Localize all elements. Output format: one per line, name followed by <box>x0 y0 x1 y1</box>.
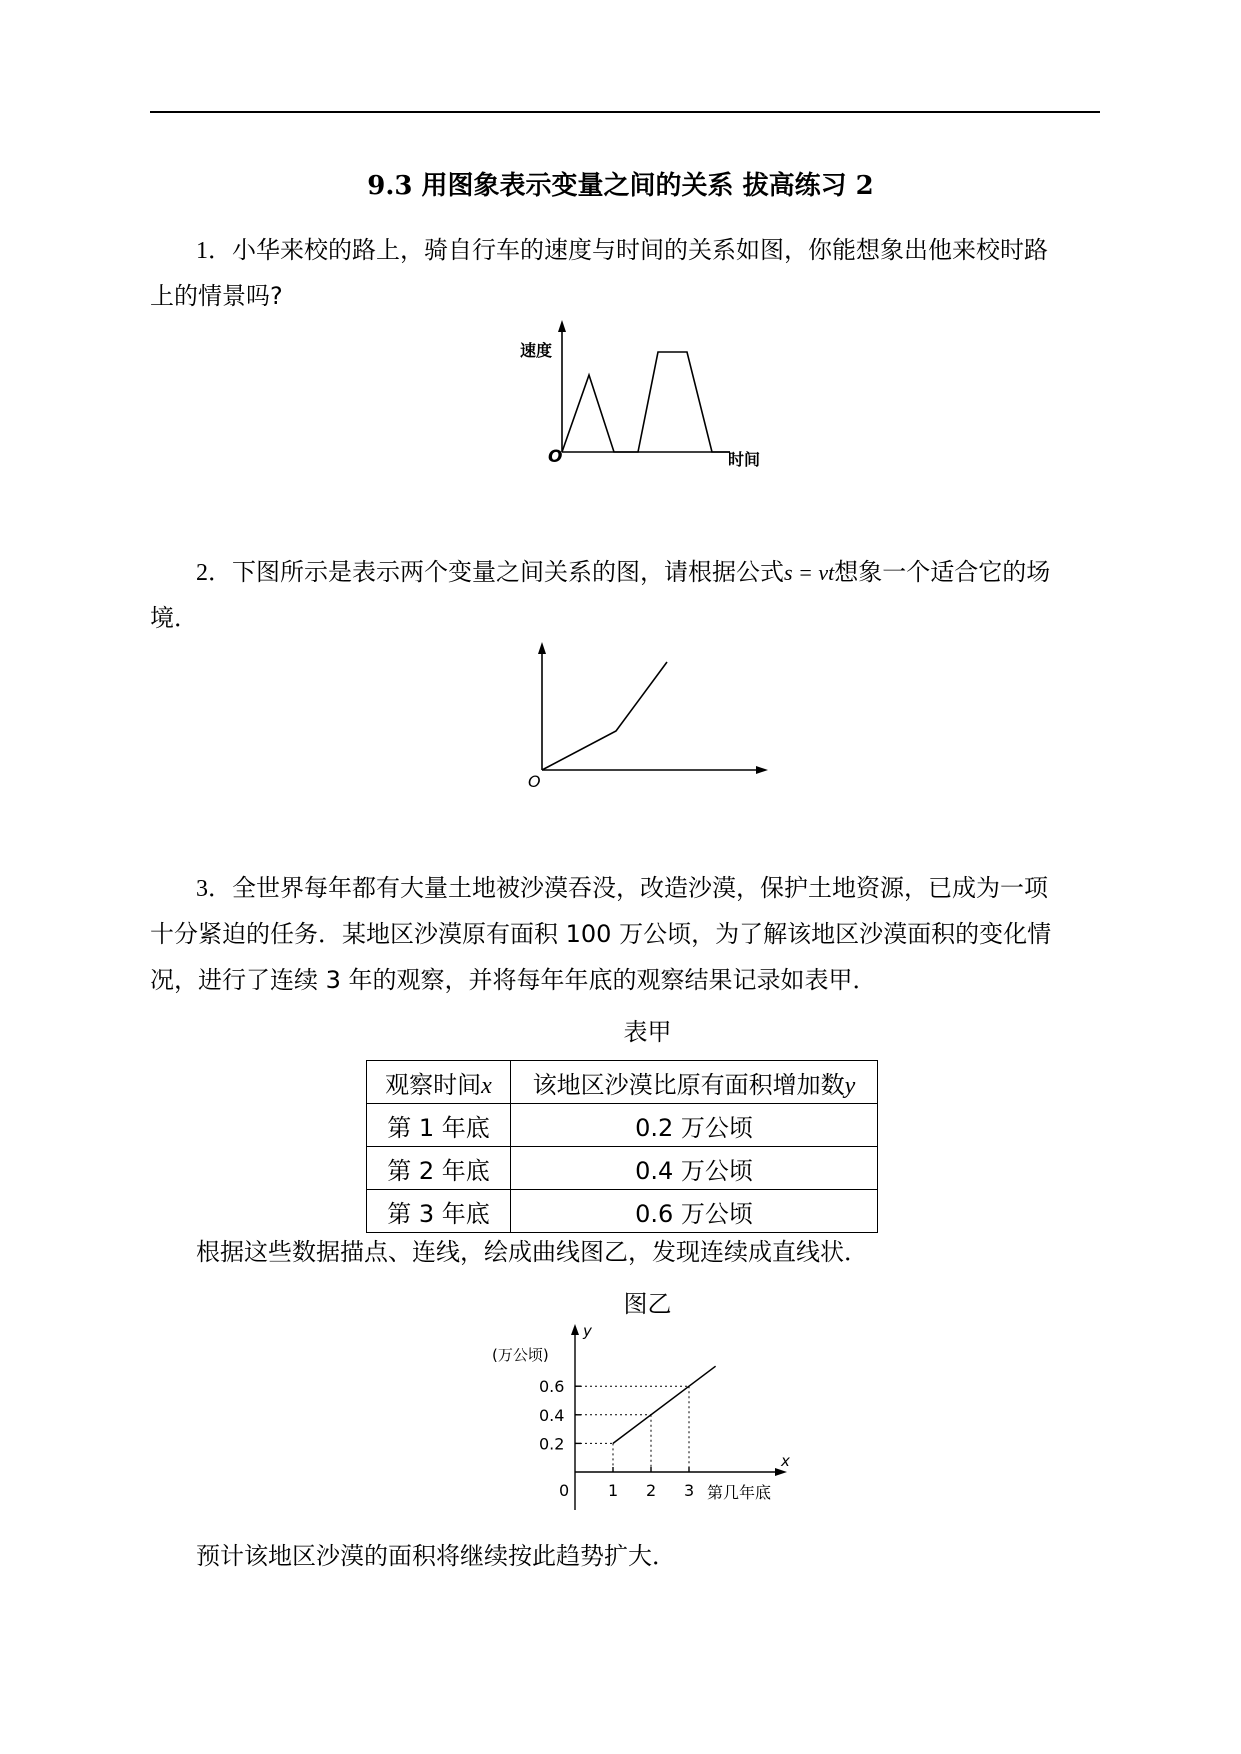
table-cell-time: 第 2 年底 <box>367 1147 511 1190</box>
q3-text-1: 全世界每年都有大量土地被沙漠吞没，改造沙漠，保护土地资源，已成为一项 <box>232 874 1048 902</box>
q3-line1 <box>196 868 1048 903</box>
table-cell-time: 第 1 年底 <box>367 1104 511 1147</box>
q2-text-a: 下图所示是表示两个变量之间关系的图，请根据公式 <box>232 558 784 586</box>
observation-table <box>366 1060 878 1233</box>
header-rule <box>150 111 1100 113</box>
x-tick-label: 3 <box>684 1481 695 1500</box>
desert-area-chart <box>480 1320 810 1510</box>
q2-origin: O <box>528 772 541 791</box>
q3-after-table: 根据这些数据描点、连线，绘成曲线图乙，发现连续成直线状． <box>196 1238 868 1266</box>
q1-text-1: 小华来校的路上，骑自行车的速度与时间的关系如图，你能想象出他来校时路 <box>232 236 1048 264</box>
x-tick-label: 1 <box>608 1481 619 1500</box>
table-cell-value: 0.2 万公顷 <box>511 1104 878 1147</box>
y-tick-label: 0.2 <box>539 1434 565 1454</box>
page-title: 9.3 用图象表示变量之间的关系 拔高练习 2 <box>367 171 874 201</box>
q2-text-b: 想象一个适合它的场 <box>834 558 1051 586</box>
x-axis-label: 第几年底 <box>707 1483 772 1502</box>
table-header-row <box>367 1061 878 1104</box>
chart-origin: 0 <box>559 1481 570 1500</box>
q1-speed-time-graph <box>500 320 780 470</box>
table-cell-time: 第 3 年底 <box>367 1190 511 1233</box>
q2-formula: s = vt <box>784 560 835 585</box>
x-axis-var: x <box>781 1452 790 1470</box>
y-axis-label: (万公顷) <box>492 1346 549 1364</box>
figure-caption: 图乙 <box>623 1290 672 1318</box>
series-line <box>613 1366 716 1443</box>
q1-xlabel: 时间 <box>728 450 761 469</box>
q1-line1 <box>196 230 1048 265</box>
q1-number: 1． <box>196 238 232 264</box>
q2-line1 <box>196 552 1050 587</box>
q1-origin: O <box>548 447 563 467</box>
table-cell-value: 0.4 万公顷 <box>511 1147 878 1190</box>
y-tick-label: 0.4 <box>539 1405 565 1425</box>
q3-line2: 十分紧迫的任务．某地区沙漠原有面积 100 万公顷，为了解该地区沙漠面积的变化情 <box>150 920 1052 948</box>
q2-line2: 境． <box>150 604 198 632</box>
table-row <box>367 1104 878 1147</box>
table-cell-value: 0.6 万公顷 <box>511 1190 878 1233</box>
y-axis-var: y <box>583 1322 592 1340</box>
q2-graph <box>520 640 780 790</box>
q2-number: 2． <box>196 560 232 586</box>
table-row <box>367 1147 878 1190</box>
q1-line2: 上的情景吗? <box>150 282 283 310</box>
q3-conclusion: 预计该地区沙漠的面积将继续按此趋势扩大． <box>196 1542 676 1570</box>
table-row <box>367 1190 878 1233</box>
q1-ylabel: 速度 <box>520 341 553 360</box>
table-header-time: 观察时间x <box>367 1061 511 1104</box>
q3-line3: 况，进行了连续 3 年的观察，并将每年年底的观察结果记录如表甲． <box>150 966 877 994</box>
y-tick-label: 0.6 <box>539 1377 565 1397</box>
table-caption: 表甲 <box>623 1018 672 1046</box>
q3-number: 3． <box>196 876 232 902</box>
x-tick-label: 2 <box>646 1481 657 1500</box>
table-header-increase: 该地区沙漠比原有面积增加数y <box>511 1061 878 1104</box>
y-axis-arrow <box>571 1324 579 1335</box>
